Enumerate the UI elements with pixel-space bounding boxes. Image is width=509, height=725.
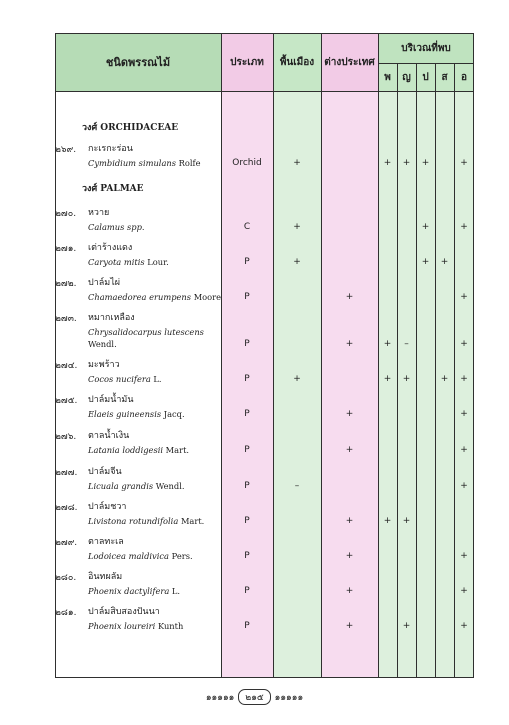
thai-name: ปาล์มสิบสองปันนา [88,607,160,617]
foreign-value: + [345,516,354,526]
type-value: P [244,516,250,526]
scientific-name: Cymbidium simulans Rolfe [88,158,201,168]
foreign-value: + [345,339,354,349]
type-value: P [244,257,250,267]
table-row [55,309,474,353]
table-row [55,356,474,392]
scientific-name: Lodoicea maldivica Pers. [88,551,193,561]
type-value: C [243,222,251,232]
region-value: + [460,222,468,232]
native-value: + [293,374,301,384]
row-number: ๒๗๓. [55,314,77,324]
row-number: ๒๗๐. [55,209,77,219]
type-value: P [244,445,250,455]
type-value: Orchid [232,158,262,168]
header-region-1: ญ [397,63,416,91]
page-number: ๒๑๕ [238,689,270,705]
footer-ornament-right: ๑๑๑๑๑ [274,693,304,703]
table-row [55,391,474,427]
type-value: P [244,409,250,419]
scientific-name: Chamaedorea erumpens Moore [88,292,222,302]
region-value: + [402,158,411,168]
region-value: + [440,257,449,267]
type-value: P [244,621,250,631]
scientific-name: Chrysalidocarpus lutescens Wendl. [88,327,204,349]
thai-name: ปาล์มจีน [88,467,122,477]
region-value: + [460,158,468,168]
row-number: ๒๗๖. [55,432,77,442]
region-value: + [460,586,468,596]
region-value: + [383,158,392,168]
table-row [55,463,474,499]
table-row [55,140,474,176]
header-region-2: ป [416,63,435,91]
region-value: + [460,292,468,302]
foreign-value: + [345,292,354,302]
region-value: + [460,339,468,349]
table-row [55,239,474,275]
scientific-name: Calamus spp. [88,222,145,232]
header-region-3: ส [435,63,454,91]
thai-name: อินทผลัม [88,572,123,582]
type-value: P [244,551,250,561]
scientific-name: Elaeis guineensis Jacq. [88,409,185,419]
region-value: + [402,621,411,631]
region-value: + [460,551,468,561]
header-foreign: ต่างประเทศ [321,33,378,91]
row-number: ๒๗๙. [55,538,78,548]
family-heading: วงศ์ PALMAE [82,184,144,194]
type-value: P [244,374,250,384]
scientific-name: Cocos nucifera L. [88,374,162,384]
row-number: ๒๗๕. [55,396,78,406]
region-value: + [402,516,411,526]
native-value: + [293,158,301,168]
thai-name: ปาล์มน้ำมัน [88,395,134,405]
thai-name: ปาล์มชวา [88,502,127,512]
page-footer [0,689,509,705]
table-row [55,204,474,240]
region-value: + [460,409,468,419]
header-native: พื้นเมือง [273,33,321,91]
row-number: ๒๘๑. [55,608,77,618]
header-region-4: อ [454,63,474,91]
thai-name: หมากเหลือง [88,313,135,323]
header-type: ประเภท [221,33,273,91]
row-number: ๒๗๗. [55,468,78,478]
type-value: P [244,292,250,302]
thai-name: กะเรกะร่อน [88,144,133,154]
region-value: + [421,257,430,267]
table-row [55,498,474,534]
row-number: ๒๖๙. [55,145,77,155]
row-number: ๒๗๔. [55,361,78,371]
region-value: + [383,374,392,384]
native-value: + [293,257,301,267]
type-value: P [244,339,250,349]
region-value: – [404,339,409,349]
foreign-value: + [345,551,354,561]
type-value: P [244,586,250,596]
row-number: ๒๗๘. [55,503,78,513]
region-value: + [383,339,392,349]
header-name: ชนิดพรรณไม้ [55,33,221,91]
region-value: + [460,445,468,455]
family-heading: วงศ์ ORCHIDACEAE [82,123,179,133]
foreign-value: + [345,445,354,455]
thai-name: หวาย [88,208,110,218]
table-row [55,568,474,604]
thai-name: มะพร้าว [88,360,120,370]
scientific-name: Phoenix dactylifera L. [88,586,181,596]
region-value: + [383,516,392,526]
scientific-name: Latania loddigesii Mart. [88,445,190,455]
foreign-value: + [345,409,354,419]
region-value: + [460,621,468,631]
scientific-name: Livistona rotundifolia Mart. [88,516,205,526]
thai-name: ปาล์มไผ่ [88,278,121,288]
thai-name: ตาลน้ำเงิน [88,431,130,441]
native-value: – [294,481,300,491]
scientific-name: Licuala grandis Wendl. [88,481,185,491]
thai-name: เต่าร้างแดง [88,243,133,253]
scientific-name: Phoenix loureiri Kunth [88,621,184,631]
table-row [55,274,474,310]
row-number: ๒๗๑. [55,244,77,254]
row-number: ๒๗๒. [55,279,77,289]
header-region-0: พ [378,63,397,91]
native-value: + [293,222,301,232]
row-number: ๒๘๐. [55,573,77,583]
foreign-value: + [345,621,354,631]
table-row [55,427,474,463]
thai-name: ตาลทะเล [88,537,124,547]
scientific-name: Caryota mitis Lour. [88,257,169,267]
footer-ornament-left: ๑๑๑๑๑ [205,693,235,703]
region-value: + [421,222,430,232]
type-value: P [244,481,250,491]
region-value: + [460,481,468,491]
table-row [55,603,474,639]
plant-table [55,33,474,678]
region-value: + [421,158,430,168]
table-row [55,533,474,569]
header-region: บริเวณที่พบ [378,33,474,63]
region-value: + [460,374,468,384]
region-value: + [440,374,449,384]
foreign-value: + [345,586,354,596]
region-value: + [402,374,411,384]
